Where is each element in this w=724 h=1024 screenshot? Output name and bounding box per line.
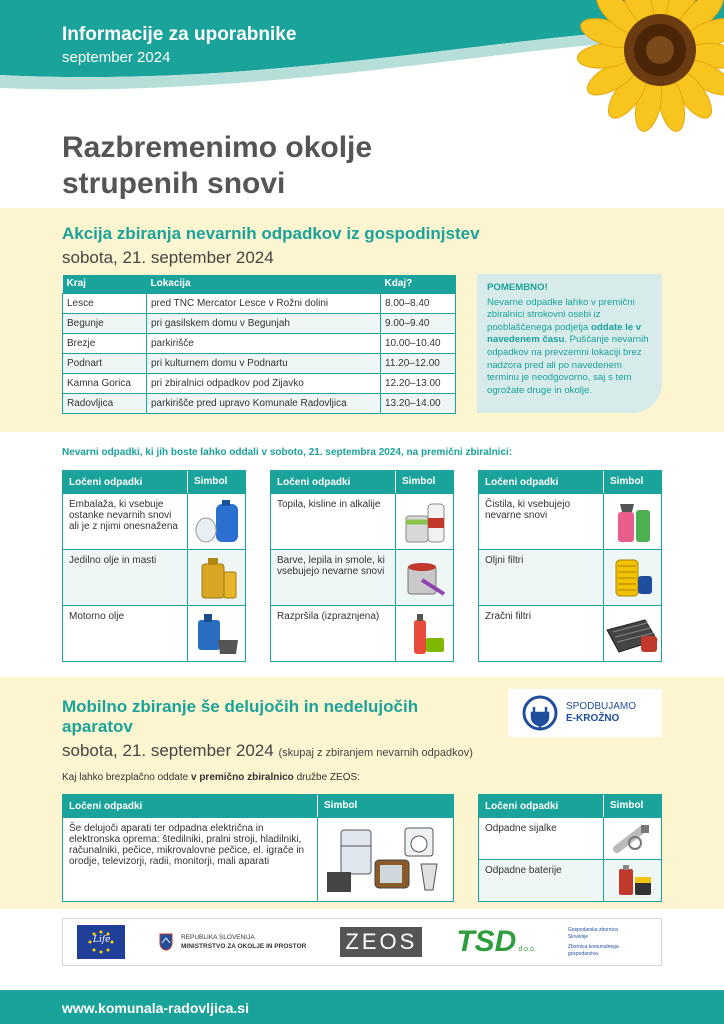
table-row (63, 293, 456, 313)
badge-line2: E-KROŽNO (566, 713, 620, 724)
waste-label: Oljni filtri (485, 555, 524, 566)
col-symbol: Simbol (187, 471, 245, 493)
cell-lokacija: parkirišče pred upravo Komunale Radovljica (147, 393, 381, 413)
cell-kraj: Podnart (63, 353, 147, 373)
tsd-suffix: d.o.o. (518, 946, 536, 953)
lamps-batteries-table (478, 794, 662, 902)
packaging-icon (187, 494, 245, 549)
lamp-icon (603, 818, 661, 859)
cell-kraj: Brezje (63, 333, 147, 353)
header-title: Informacije za uporabnike (62, 24, 297, 45)
paint-can-icon (395, 550, 453, 605)
col-symbol: Simbol (395, 471, 453, 493)
col-symbol: Simbol (603, 795, 643, 817)
schedule-table (62, 275, 456, 414)
waste-label: Motorno olje (69, 611, 125, 622)
cell-kraj: Kamna Gorica (63, 373, 147, 393)
table-row (479, 605, 661, 661)
waste-label: Embalaža, ki vsebuje ostanke nevarnih snovi ali je z njimi onesnažena (69, 499, 178, 532)
important-notice (477, 274, 662, 413)
cell-kraj: Lesce (63, 293, 147, 313)
col-waste: Ločeni odpadki (485, 800, 559, 812)
oil-filter-icon (603, 550, 661, 605)
important-text-bold: oddate le v navedenem času (487, 321, 642, 346)
col-waste: Ločeni odpadki (69, 800, 143, 812)
table-row (63, 493, 245, 549)
table-row (63, 333, 456, 353)
col-waste: Ločeni odpadki (485, 476, 559, 488)
eu-life-logo (77, 925, 125, 959)
important-text-part2: . Puščanje nevarnih odpadkov na prevzemni lokaciji brez nadzora pred ali po navedenem terminu je neodgovorno, saj s tem ogrožate druge in okolje. (487, 334, 649, 396)
waste-label: Jedilno olje in masti (69, 555, 157, 566)
section3-date-note: (skupaj z zbiranjem nevarnih odpadkov) (278, 747, 473, 759)
plug-icon (522, 695, 558, 731)
table-header (271, 471, 453, 493)
partner-logos (62, 918, 662, 966)
tsd-text: TSD (456, 925, 517, 958)
table-row (63, 549, 245, 605)
badge-line1: SPODBUJAMO (566, 701, 637, 712)
motor-oil-icon (187, 606, 245, 661)
section3-title: Mobilno zbiranje še delujočih in nedelujočih aparatov (62, 697, 419, 736)
waste-label: Čistila, ki vsebujejo nevarne snovi (485, 499, 571, 521)
cell-kraj: Radovljica (63, 393, 147, 413)
life-text: Life (93, 935, 111, 945)
table-row (479, 859, 661, 901)
schedule-header-row (63, 275, 456, 293)
cell-kdaj: 8.00–8.40 (381, 293, 456, 313)
table-row (271, 605, 453, 661)
cell-kdaj: 11.20–12.00 (381, 353, 456, 373)
appliances-label: Še delujoči aparati ter odpadna električna in elektronska oprema: štedilniki, pralni stroji, hladilniki, računalniki, pečice, mikrovalovne pečice, el. igrače in orodje, televizorji, radii, monitorji, mali aparati (69, 823, 305, 867)
col-kdaj: Kdaj? (381, 275, 456, 293)
batteries-label: Odpadne baterije (485, 865, 562, 876)
zeos-logo: ZEOS (340, 927, 422, 957)
section3-date (62, 741, 473, 761)
col-lokacija: Lokacija (147, 275, 381, 293)
waste-label: Zračni filtri (485, 611, 532, 622)
cell-lokacija: pri gasilskem domu v Begunjah (147, 313, 381, 333)
cell-kraj: Begunje (63, 313, 147, 333)
table-header (479, 795, 661, 817)
appliance-collection-section (0, 677, 724, 909)
main-title (62, 130, 372, 202)
badge-text (566, 701, 636, 725)
appliances-table (62, 794, 454, 902)
table-row (63, 605, 245, 661)
e-krozno-badge (508, 689, 662, 737)
waste-table-2 (270, 470, 454, 662)
tsd-logo (456, 925, 536, 959)
waste-table-3 (478, 470, 662, 662)
col-waste: Ločeni odpadki (69, 476, 143, 488)
section3-date-main: sobota, 21. september 2024 (62, 741, 274, 760)
col-symbol: Simbol (603, 471, 661, 493)
important-heading: POMEMBNO! (487, 282, 548, 293)
note-pre: Kaj lahko brezplačno oddate (62, 772, 191, 783)
footer-url-link[interactable]: www.komunala-radovljica.si (62, 1000, 249, 1016)
header-subtitle: september 2024 (62, 49, 171, 66)
important-text (487, 297, 652, 398)
gzs-logo (568, 927, 624, 957)
cell-lokacija: pri zbiralnici odpadkov pod Zijavko (147, 373, 381, 393)
ministry-logo (159, 933, 306, 951)
gzs-line2: Zbornica komunalnega gospodarstva (567, 944, 619, 957)
hazardous-collection-section (0, 208, 724, 432)
cell-kdaj: 12.20–13.00 (381, 373, 456, 393)
section1-heading: Akcija zbiranja nevarnih odpadkov iz gospodinjstev (62, 224, 480, 243)
table-row (271, 493, 453, 549)
sunflower-image (560, 0, 724, 150)
table-row (271, 549, 453, 605)
table-row (479, 493, 661, 549)
waste-label: Barve, lepila in smole, ki vsebujejo nevarne snovi (277, 555, 385, 577)
section1-date: sobota, 21. september 2024 (62, 248, 274, 267)
main-title-line2: strupenih snovi (62, 167, 286, 200)
battery-icon (603, 860, 661, 901)
cell-kdaj: 9.00–9.40 (381, 313, 456, 333)
waste-table-1 (62, 470, 246, 662)
cell-kdaj: 13.20–14.00 (381, 393, 456, 413)
slovenia-crest-icon (159, 933, 173, 951)
cell-lokacija: pri kulturnem domu v Podnartu (147, 353, 381, 373)
spray-can-icon (395, 606, 453, 661)
cleaner-bottle-icon (603, 494, 661, 549)
ministry-text (181, 933, 306, 951)
footer-bar (0, 990, 724, 1024)
cell-lokacija: parkirišče (147, 333, 381, 353)
ministry-line2: MINISTRSTVO ZA OKOLJE IN PROSTOR (181, 943, 307, 950)
ministry-line1: REPUBLIKA SLOVENIJA (181, 934, 255, 941)
col-kraj: Kraj (63, 275, 147, 293)
solvents-icon (395, 494, 453, 549)
important-text-part1: Nevarne odpadke lahko v premični zbiralnici strokovni osebi iz pooblaščenega podjetja (487, 296, 635, 333)
table-row (63, 373, 456, 393)
gzs-line1: Gospodarska zbornica Slovenije (567, 927, 618, 940)
table-row (63, 817, 453, 901)
cooking-oil-icon (187, 550, 245, 605)
waste-label: Razpršila (izpraznjena) (277, 611, 380, 622)
main-title-line1: Razbremenimo okolje (62, 131, 373, 164)
table-header (479, 471, 661, 493)
section3-note (62, 772, 360, 783)
table-row (63, 353, 456, 373)
table-row (63, 393, 456, 413)
appliances-icon (317, 818, 453, 901)
note-bold: v premično zbiralnico (190, 772, 294, 783)
air-filter-icon (603, 606, 661, 661)
table-row (479, 817, 661, 859)
table-header (63, 471, 245, 493)
col-symbol: Simbol (317, 795, 357, 817)
cell-lokacija: pred TNC Mercator Lesce v Rožni dolini (147, 293, 381, 313)
lamps-label: Odpadne sijalke (485, 823, 557, 834)
section2-intro: Nevarni odpadki, ki jih boste lahko oddali v soboto, 21. septembra 2024, na premični zbiralnici: (62, 447, 513, 458)
table-row (479, 549, 661, 605)
table-header (63, 795, 453, 817)
cell-kdaj: 10.00–10.40 (381, 333, 456, 353)
note-post: družbe ZEOS: (293, 772, 360, 783)
col-waste: Ločeni odpadki (277, 476, 351, 488)
table-row (63, 313, 456, 333)
waste-label: Topila, kisline in alkalije (277, 499, 381, 510)
